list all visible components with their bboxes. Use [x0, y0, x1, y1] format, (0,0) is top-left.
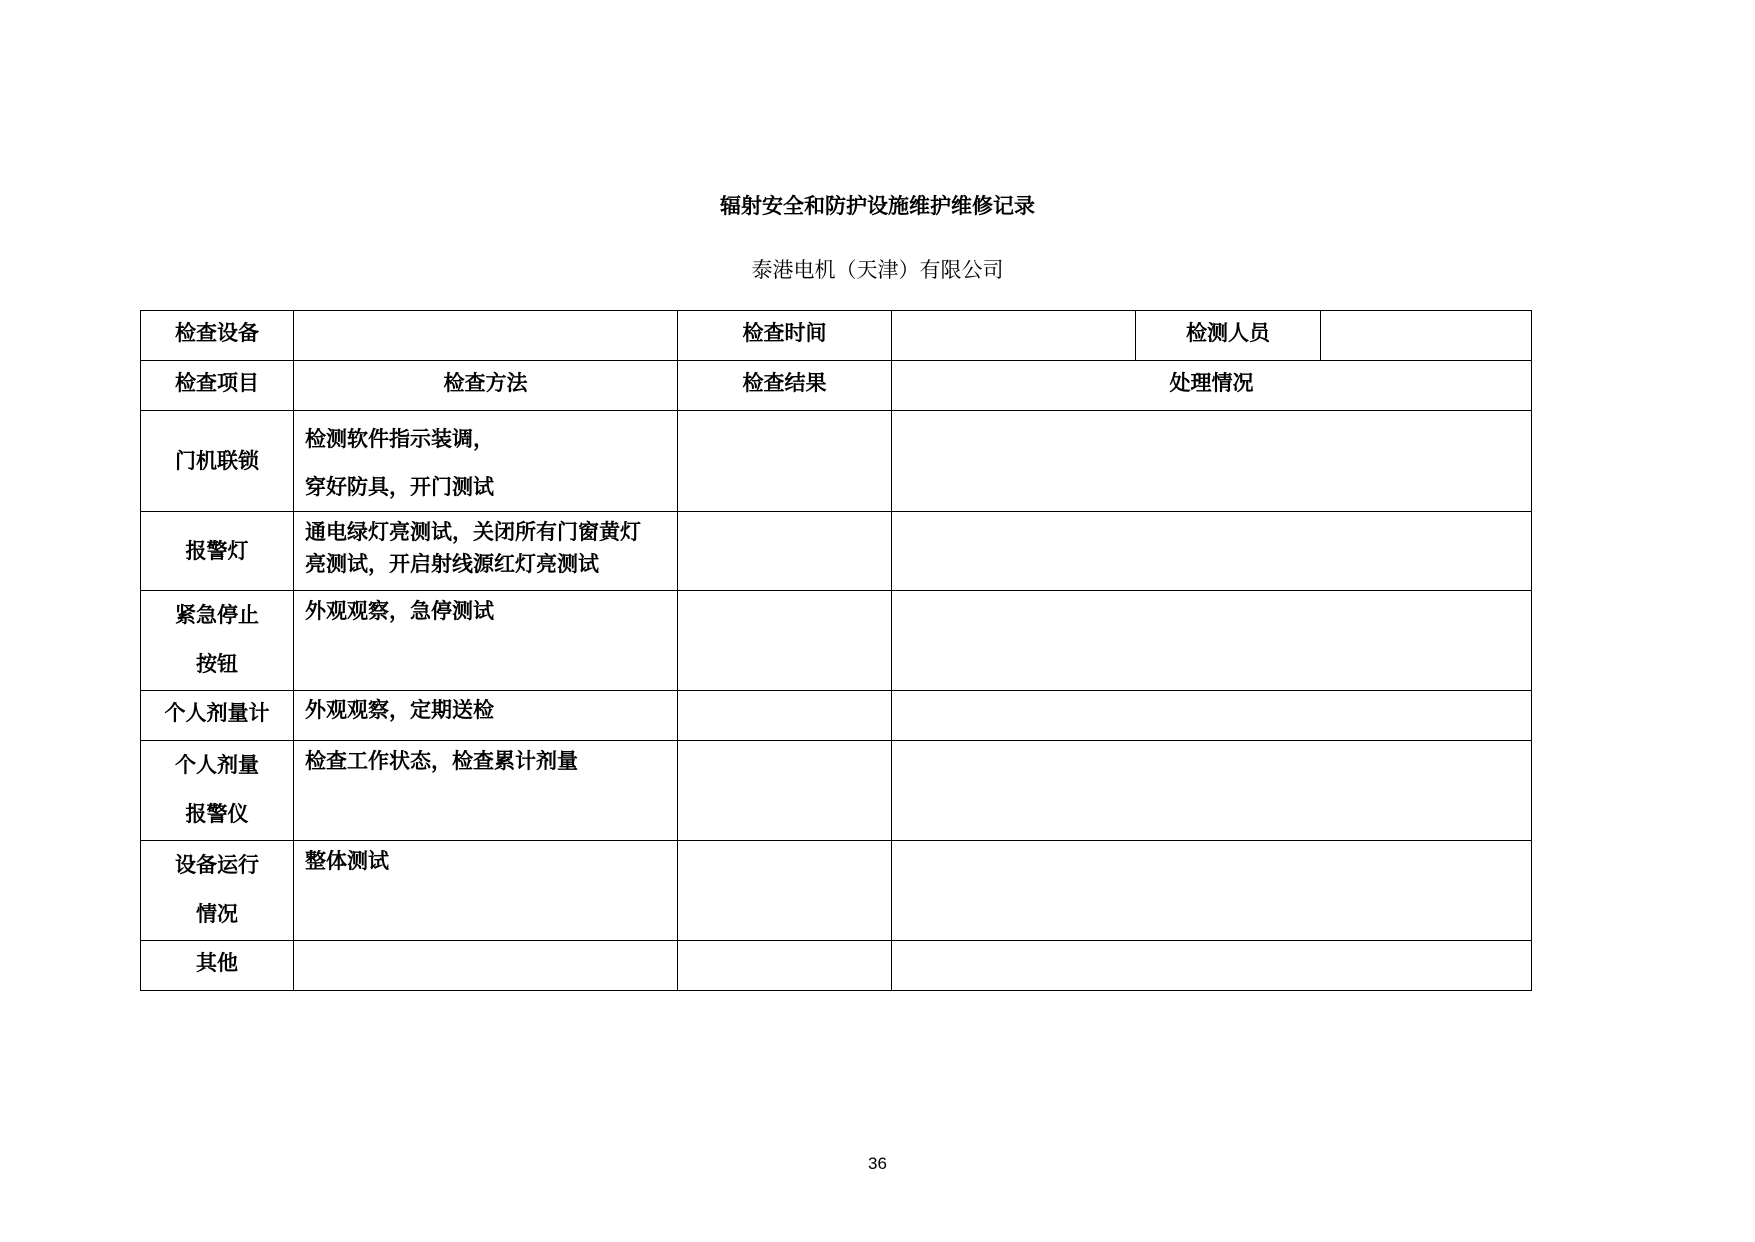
- inspection-method-cell: [294, 591, 678, 691]
- inspection-result-cell[interactable]: [678, 512, 892, 591]
- column-header-row: [141, 361, 1532, 411]
- column-header-handling: 处理情况: [892, 361, 1532, 411]
- column-header-item: 检查项目: [141, 361, 294, 411]
- handling-status-cell[interactable]: [892, 841, 1532, 941]
- inspection-result-cell[interactable]: [678, 691, 892, 741]
- inspection-item-text: 紧急停止: [175, 603, 259, 627]
- handling-status-cell[interactable]: [892, 741, 1532, 841]
- handling-status-cell[interactable]: [892, 591, 1532, 691]
- table-row: [141, 941, 1532, 991]
- inspection-item-cell: [141, 691, 294, 741]
- inspection-item-text: 情况: [196, 902, 238, 926]
- table-row: [141, 591, 1532, 691]
- inspection-item-text: 报警仪: [185, 802, 249, 826]
- inspection-method-text: 穿好防具，开门测试: [305, 475, 494, 499]
- inspection-method-text: 整体测试: [305, 849, 389, 873]
- inspection-method-text: 检查工作状态，检查累计剂量: [305, 749, 578, 773]
- inspection-item-text: 门机联锁: [175, 449, 259, 473]
- inspection-method-cell: [294, 411, 678, 512]
- inspection-result-cell[interactable]: [678, 841, 892, 941]
- inspection-item-cell: [141, 941, 294, 991]
- inspection-method-cell: [294, 941, 678, 991]
- handling-status-cell[interactable]: [892, 691, 1532, 741]
- inspector-value-cell[interactable]: [1321, 311, 1532, 361]
- inspection-item-text: 报警灯: [185, 539, 249, 563]
- equipment-value-cell[interactable]: [294, 311, 678, 361]
- inspection-item-cell: [141, 741, 294, 841]
- column-header-result: 检查结果: [678, 361, 892, 411]
- table-row: [141, 741, 1532, 841]
- table-row: [141, 691, 1532, 741]
- inspection-result-cell[interactable]: [678, 741, 892, 841]
- handling-status-cell[interactable]: [892, 941, 1532, 991]
- table-row: [141, 411, 1532, 512]
- inspection-item-cell: [141, 512, 294, 591]
- inspection-item-text: 其他: [196, 951, 238, 975]
- inspection-method-text: 亮测试，开启射线源红灯亮测试: [305, 552, 599, 576]
- inspection-method-text: 外观观察，急停测试: [305, 599, 494, 623]
- inspection-item-text: 个人剂量: [175, 753, 259, 777]
- inspection-item-cell: [141, 841, 294, 941]
- inspection-time-value-cell[interactable]: [892, 311, 1136, 361]
- header-info-row: [141, 311, 1532, 361]
- inspector-label: 检测人员: [1136, 311, 1321, 361]
- inspection-result-cell[interactable]: [678, 941, 892, 991]
- inspection-method-cell: [294, 691, 678, 741]
- equipment-label: 检查设备: [141, 311, 294, 361]
- inspection-item-text: 按钮: [196, 652, 238, 676]
- handling-status-cell[interactable]: [892, 512, 1532, 591]
- inspection-method-cell: [294, 741, 678, 841]
- document-title: 辐射安全和防护设施维护维修记录: [720, 194, 1035, 218]
- maintenance-record-table: [140, 310, 1532, 991]
- inspection-method-text: 外观观察，定期送检: [305, 698, 494, 722]
- inspection-result-cell[interactable]: [678, 411, 892, 512]
- page-number: 36: [868, 1154, 887, 1173]
- company-name: 泰港电机（天津）有限公司: [751, 258, 1004, 282]
- column-header-method: 检查方法: [294, 361, 678, 411]
- inspection-result-cell[interactable]: [678, 591, 892, 691]
- inspection-item-text: 个人剂量计: [164, 701, 270, 725]
- inspection-method-cell: [294, 512, 678, 591]
- inspection-item-cell: [141, 411, 294, 512]
- inspection-method-text: 检测软件指示装调，: [305, 427, 494, 451]
- table-row: [141, 512, 1532, 591]
- table-row: [141, 841, 1532, 941]
- handling-status-cell[interactable]: [892, 411, 1532, 512]
- inspection-item-cell: [141, 591, 294, 691]
- inspection-time-label: 检查时间: [678, 311, 892, 361]
- inspection-method-text: 通电绿灯亮测试，关闭所有门窗黄灯: [305, 520, 641, 544]
- inspection-item-text: 设备运行: [175, 853, 259, 877]
- record-rows: [141, 411, 1532, 991]
- inspection-method-cell: [294, 841, 678, 941]
